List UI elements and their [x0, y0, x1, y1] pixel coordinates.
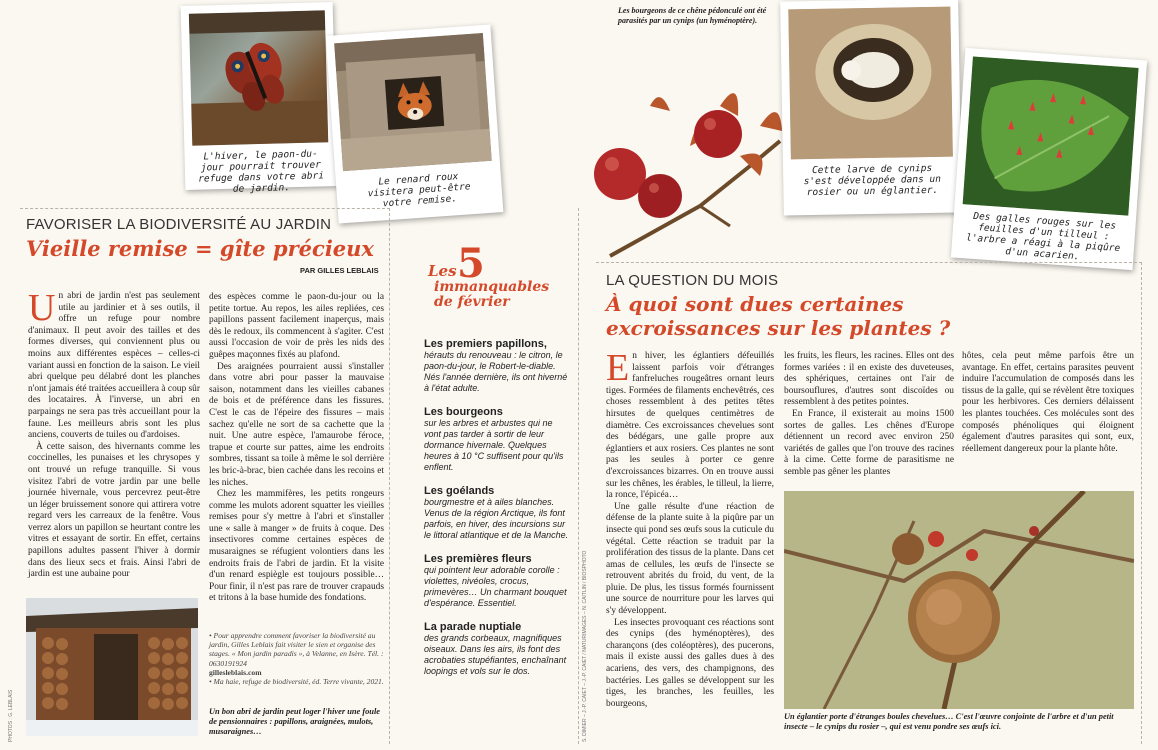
left-kicker: FAVORISER LA BIODIVERSITÉ AU JARDIN — [26, 216, 332, 233]
right-col-2 — [784, 351, 954, 479]
right-col1-para3: Les insectes provoquant ces réactions sont des cynips (des hyménoptères), des charançons (des coléoptères), des pucerons, mais il existe aussi des galles dues à des acariens, des vers, des champignons, des bactéries. Les galles se développent sur les tiges, les branches, les feuilles, les bourgeons, — [606, 617, 774, 709]
sidebar-item-3 — [424, 485, 572, 541]
sidebar-title-post: immanquables de février — [434, 279, 550, 310]
left-byline: PAR GILLES LEBLAIS — [300, 266, 379, 275]
fox-polaroid — [326, 24, 504, 223]
galls-polaroid — [951, 48, 1147, 270]
woodshed-icon — [26, 598, 198, 736]
sidebar-item-2-head: Les bourgeons — [424, 406, 503, 418]
sidebar — [424, 240, 572, 689]
sidebar-item-4-text: qui pointent leur adorable corolle : violettes, nivéoles, crocus, primevères… Un charmant bouquet d'espérance. Essentiel. — [424, 565, 567, 608]
sidebar-item-3-head: Les goélands — [424, 485, 495, 497]
sidebar-item-1-head: Les premiers papillons, — [424, 338, 547, 350]
left-title: Vieille remise = gîte précieux — [26, 236, 374, 261]
left-photo-credit: PHOTOS : G. LEBLAIS — [8, 689, 14, 742]
sidebar-title-number: 5 — [457, 240, 485, 287]
fox-icon — [334, 33, 492, 171]
oak-gall-branch-icon — [590, 46, 786, 260]
sidebar-item-4-head: Les premières fleurs — [424, 553, 532, 565]
sidebar-divider — [578, 208, 579, 744]
rose-gall-caption: Un églantier porte d'étranges boules chevelues… C'est l'œuvre conjointe de l'arbre et d'un petit insecte – le cynips du rosier –, qui est venu pondre ses œufs ici. — [784, 712, 1114, 731]
sidebar-item-5-head: La parade nuptiale — [424, 621, 522, 633]
larva-polaroid — [780, 0, 962, 216]
butterfly-polaroid — [181, 2, 338, 195]
sidebar-item-3-text: bourgmestre et à ailes blanches. Venus de la région Arctique, ils font parfois, en hiver, des incursions sur le littoral atlantique et de la Manche. — [424, 497, 569, 540]
larva-photo — [788, 7, 953, 160]
note-book: • Ma haie, refuge de biodiversité, éd. Terre vivante, 2021. — [209, 677, 384, 687]
left-col1-para1: n abri de jardin n'est pas seulement utile au jardinier et à ses outils, il offre un refuge pour nombre d'animaux. Il peut avoir des tailles et des formes diverses, qui conviennent plus ou moins aux différentes espèces – celles-ci variant aussi en fonction de la saison. Le vieil abri quelque peu délabré dont les planches n'ont jamais été traitées accueillera à coup sûr des locataires. À l'inverse, un abri en parpaings ne sera pas très accueillant pour la faune. Les meilleurs abris sont les plus anciens, couverts de tuiles ou d'ardoises. — [28, 291, 200, 441]
right-col1-para1: n hiver, les églantiers défeuillés laissent parfois voir d'étranges fanfreluches rougeâtres ornant leurs tiges. Formées de filaments enchevêtrés, ces choses ressemblent à des petites têtes hirsutes de quelques centimètres de diamètre. Ces excroissances chevelues sont des bédégars, une galle propre aux églantiers et aux rosiers. Ces plantes ne sont pas les seules à porter ce genre d'excroissances bizarres. On en trouve aussi sur les chênes, les érables, le tilleul, la lierre, la ronce, l'épicéa… — [606, 351, 774, 501]
left-col-1 — [28, 287, 200, 581]
shed-caption: Un bon abri de jardin peut loger l'hiver une foule de pensionnaires : papillons, araignées, mulots, musaraignes… — [209, 707, 381, 736]
right-photo-credit: S. DIMIER – J.-P. CAIET – J.-P. CAIET / NATURIMAGES – N. CAITLIN / BIOSPHOTO — [582, 550, 588, 742]
right-title-line-2: excroissances sur les plantes ? — [606, 316, 951, 340]
sidebar-item-2 — [424, 406, 572, 473]
linden-galls-photo — [963, 56, 1139, 215]
left-col1-para2: À cette saison, des hivernants comme les coccinelles, les punaises et les chrysopes y ont trouvé un refuge tranquille. Si vous visitez l'abri de votre jardin par une belle journée hivernale, vous percevrez peut-être un léger bruissement sonore qui attirera votre regard vers les carreaux de la fenêtre. Vous verrez alors un papillon se heurtant contre les vitres et essayant de sortir. En effet, certains papillons adultes passent l'hiver à dormir dans des lieux secs et frais. Ainsi l'abri de jardin est une aubaine pour — [28, 441, 200, 580]
drop-cap-u: U — [28, 287, 56, 329]
drop-cap-e: E — [606, 347, 630, 389]
sidebar-title — [424, 240, 572, 318]
sidebar-item-1 — [424, 338, 572, 394]
sidebar-item-2-text: sur les arbres et arbustes qui ne vont pas tarder à sortir de leur dormance hivernale. Quelques heures à 10 °C suffisent pour qu'ils enflent. — [424, 418, 564, 472]
sidebar-item-4 — [424, 553, 572, 609]
note-stages: • Pour apprendre comment favoriser la biodiversité au jardin, Gilles Leblais fait visiter le sien et organise des stages. « Mon jardin paradis », à Velanne, en Isère. Tél. : 0630191924 — [209, 631, 384, 668]
shed-photo — [26, 598, 198, 736]
left-col-2 — [209, 292, 384, 605]
rose-gall-photo — [784, 491, 1134, 709]
fox-caption: Le renard roux visitera peut-être votre remise. — [367, 171, 471, 210]
left-col2-para3: Chez les mammifères, les petits rongeurs comme les mulots adorent squatter les vieilles remises pour s'y mettre à l'abri et s'installer une « salle à manger » de fruits à coque. Des insectivores comme certaines espèces de musaraignes se réfugient volontiers dans les endroits frais de l'abri de jardin. Et la visite d'un renard espiègle est toujours possible… Pour finir, il n'est pas rare de trouver crapauds et tritons à la base humide des fondations. — [209, 489, 384, 604]
butterfly-photo — [189, 10, 328, 146]
right-title-line-1: À quoi sont dues certaines — [606, 292, 904, 316]
right-col-1 — [606, 347, 774, 710]
left-notes — [209, 631, 384, 686]
right-col3-para1: hôtes, cela peut même parfois être un avantage. En effet, certains parasites peuvent induire l'accumulation de composés dans les tissus de la galle, qui se révèlent être toxiques pour les herbivores. Ces derniers délaissent les plantes touchées. Ces molécules sont des composés phénoliques qui éloignent également d'autres parasites qui sont, eux, réellement dangereux pour la plante hôte. — [962, 351, 1134, 454]
left-col2-para1: des espèces comme le paon-du-jour ou la petite tortue. Au repos, les ailes repliées, ces papillons passent facilement inaperçus, mais dès le redoux, ils commencent à s'agiter. C'est aussi l'occasion de voir de près les nids des guêpes maçonnes fixés au plafond. — [209, 292, 384, 360]
larva-caption: Cette larve de cynips s'est développée dans un rosier ou un églantier. — [803, 162, 942, 199]
right-col1-para2: Une galle résulte d'une réaction de défense de la plante suite à la piqûre par un insecte qui pond ses œufs sous la cuticule du végétal. Cette réaction se traduit par la prolifération des tissus de la plante. Dans cet amas de cellules, les œufs de l'insecte se retrouvent abrités du froid, du vent, de la pluie. De plus, les tissus formés fournissent une source de nourriture pour les larves qui s'y développent. — [606, 501, 774, 617]
galls-caption: Des galles rouges sur les feuilles d'un tilleul : l'arbre a réagi à la piqûre d'un acarien. — [965, 210, 1121, 263]
note-website: gillesleblais.com — [209, 667, 262, 677]
sidebar-item-1-text: hérauts du renouveau : le citron, le paon-du-jour, le Robert-le-diable. Nés l'année dernière, ils ont hiverné à l'état adulte. — [424, 350, 568, 393]
linden-leaf-galls-icon — [963, 56, 1139, 215]
left-col2-para2: Des araignées pourraient aussi s'installer dans votre abri pour passer la mauvaise saison, notamment dans les vieilles cabanes de bois et de préférence dans les fissures. C'est le cas de l'épeire des fissures – mais sachez qu'elle ne sort de sa cachette que la nuit. Une autre espèce, l'amaurobe féroce, trapue et courte sur pattes, aime les endroits sombres, tissant sa toile à même le sol derrière les bric-à-brac, bien cachée dans les recoins et les niches. — [209, 361, 384, 488]
right-col-3 — [962, 351, 1134, 455]
gall-larva-icon — [788, 7, 953, 160]
butterfly-caption: L'hiver, le paon-du-jour pourrait trouver refuge dans votre abri de jardin. — [198, 148, 325, 195]
fox-photo — [334, 33, 492, 171]
sidebar-title-pre: Les — [428, 262, 457, 280]
right-col2-para2: En France, il existerait au moins 1500 sortes de galles. Les chênes d'Europe détiennent un record avec environ 250 variétés de galles que l'on trouve des racines à la cime. Cette forme de parasitisme ne semble pas gêner les plantes — [784, 408, 954, 477]
peacock-butterfly-icon — [189, 10, 328, 146]
right-kicker: LA QUESTION DU MOIS — [606, 272, 779, 289]
bedeguar-gall-icon — [784, 491, 1134, 709]
buds-caption: Les bourgeons de ce chêne pédonculé ont été parasités par un cynips (un hyménoptère). — [618, 6, 767, 25]
oak-galls-photo — [590, 46, 786, 260]
sidebar-item-5 — [424, 621, 572, 677]
sidebar-item-5-text: des grands corbeaux, magnifiques oiseaux. Dans les airs, ils font des acrobaties stupéfiantes, enchaînant loopings et vols sur le dos. — [424, 633, 567, 676]
right-col2-para1: les fruits, les fleurs, les racines. Elles ont des formes variées : il en existe des duveteuses, des sphériques, certaines ont l'air de boursouflures, d'autres sont discoïdes ou ressemblent à des petites pointes. — [784, 351, 954, 408]
